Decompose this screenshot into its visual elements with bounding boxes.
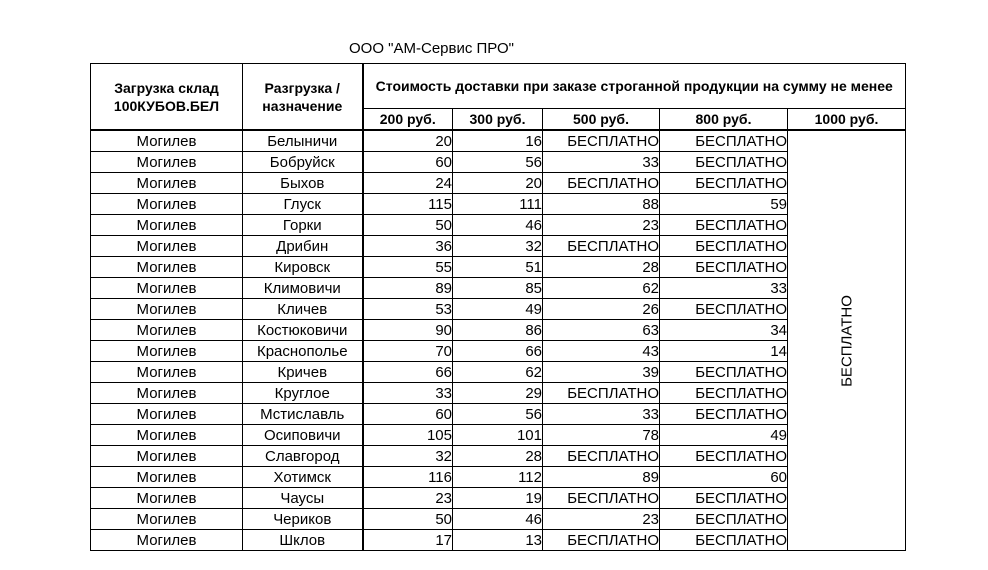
- price-200-cell: 66: [363, 362, 453, 383]
- price-200-cell: 60: [363, 152, 453, 173]
- price-800-cell: БЕСПЛАТНО: [660, 530, 788, 551]
- price-800-cell: БЕСПЛАТНО: [660, 173, 788, 194]
- price-500-cell: 89: [543, 467, 660, 488]
- destination-cell: Шклов: [243, 530, 363, 551]
- table-row: [91, 341, 906, 362]
- price-800-cell: 33: [660, 278, 788, 299]
- table-row: [91, 299, 906, 320]
- load-city-cell: Могилев: [91, 173, 243, 194]
- table-row: [91, 362, 906, 383]
- price-500-cell: 28: [543, 257, 660, 278]
- price-200-cell: 50: [363, 215, 453, 236]
- price-200-cell: 55: [363, 257, 453, 278]
- destination-header: Разгрузка / назначение: [243, 64, 363, 131]
- price-800-cell: 59: [660, 194, 788, 215]
- destination-cell: Климовичи: [243, 278, 363, 299]
- load-city-cell: Могилев: [91, 194, 243, 215]
- price-800-cell: БЕСПЛАТНО: [660, 383, 788, 404]
- free-label: БЕСПЛАТНО: [838, 294, 855, 387]
- price-300-cell: 19: [453, 488, 543, 509]
- tier-header-800: 800 руб.: [660, 109, 788, 131]
- price-800-cell: БЕСПЛАТНО: [660, 257, 788, 278]
- destination-cell: Кричев: [243, 362, 363, 383]
- load-city-cell: Могилев: [91, 362, 243, 383]
- price-800-cell: 14: [660, 341, 788, 362]
- price-200-cell: 50: [363, 509, 453, 530]
- destination-cell: Кличев: [243, 299, 363, 320]
- load-city-cell: Могилев: [91, 509, 243, 530]
- price-200-cell: 116: [363, 467, 453, 488]
- table-row: [91, 215, 906, 236]
- load-city-cell: Могилев: [91, 446, 243, 467]
- price-300-cell: 51: [453, 257, 543, 278]
- price-500-cell: 62: [543, 278, 660, 299]
- destination-cell: Дрибин: [243, 236, 363, 257]
- destination-cell: Костюковичи: [243, 320, 363, 341]
- price-300-cell: 46: [453, 215, 543, 236]
- price-500-cell: 39: [543, 362, 660, 383]
- table-row: [91, 257, 906, 278]
- price-500-cell: БЕСПЛАТНО: [543, 488, 660, 509]
- price-500-cell: 63: [543, 320, 660, 341]
- price-300-cell: 85: [453, 278, 543, 299]
- destination-cell: Краснополье: [243, 341, 363, 362]
- price-300-cell: 86: [453, 320, 543, 341]
- table-row: [91, 446, 906, 467]
- table-row: [91, 130, 906, 152]
- delivery-cost-header: Стоимость доставки при заказе строганной продукции на сумму не менее: [363, 64, 906, 109]
- load-warehouse-header: Загрузка склад 100КУБОВ.БЕЛ: [91, 64, 243, 131]
- price-200-cell: 32: [363, 446, 453, 467]
- price-800-cell: БЕСПЛАТНО: [660, 509, 788, 530]
- destination-cell: Кировск: [243, 257, 363, 278]
- price-800-cell: БЕСПЛАТНО: [660, 130, 788, 152]
- load-city-cell: Могилев: [91, 425, 243, 446]
- price-800-cell: БЕСПЛАТНО: [660, 362, 788, 383]
- price-500-cell: 26: [543, 299, 660, 320]
- price-800-cell: БЕСПЛАТНО: [660, 152, 788, 173]
- load-city-cell: Могилев: [91, 404, 243, 425]
- price-300-cell: 66: [453, 341, 543, 362]
- price-200-cell: 17: [363, 530, 453, 551]
- table-row: [91, 467, 906, 488]
- destination-cell: Горки: [243, 215, 363, 236]
- table-row: [91, 152, 906, 173]
- price-200-cell: 20: [363, 130, 453, 152]
- price-800-cell: 60: [660, 467, 788, 488]
- table-row: [91, 278, 906, 299]
- destination-cell: Белыничи: [243, 130, 363, 152]
- table-row: [91, 488, 906, 509]
- price-300-cell: 29: [453, 383, 543, 404]
- price-500-cell: 33: [543, 404, 660, 425]
- table-row: [91, 404, 906, 425]
- price-300-cell: 28: [453, 446, 543, 467]
- load-city-cell: Могилев: [91, 278, 243, 299]
- price-800-cell: БЕСПЛАТНО: [660, 299, 788, 320]
- load-city-cell: Могилев: [91, 152, 243, 173]
- destination-cell: Круглое: [243, 383, 363, 404]
- load-city-cell: Могилев: [91, 488, 243, 509]
- tier-header-500: 500 руб.: [543, 109, 660, 131]
- price-800-cell: 34: [660, 320, 788, 341]
- load-city-cell: Могилев: [91, 530, 243, 551]
- load-city-cell: Могилев: [91, 299, 243, 320]
- price-300-cell: 112: [453, 467, 543, 488]
- price-300-cell: 101: [453, 425, 543, 446]
- price-500-cell: БЕСПЛАТНО: [543, 530, 660, 551]
- price-500-cell: БЕСПЛАТНО: [543, 173, 660, 194]
- destination-cell: Глуск: [243, 194, 363, 215]
- price-500-cell: 43: [543, 341, 660, 362]
- destination-cell: Славгород: [243, 446, 363, 467]
- price-800-cell: БЕСПЛАТНО: [660, 446, 788, 467]
- price-300-cell: 56: [453, 404, 543, 425]
- table-row: [91, 236, 906, 257]
- price-200-cell: 70: [363, 341, 453, 362]
- price-500-cell: 23: [543, 215, 660, 236]
- price-800-cell: 49: [660, 425, 788, 446]
- tier-header-200: 200 руб.: [363, 109, 453, 131]
- load-city-cell: Могилев: [91, 320, 243, 341]
- delivery-cost-table: [90, 63, 906, 551]
- price-500-cell: БЕСПЛАТНО: [543, 383, 660, 404]
- price-300-cell: 111: [453, 194, 543, 215]
- price-500-cell: БЕСПЛАТНО: [543, 446, 660, 467]
- tier-header-300: 300 руб.: [453, 109, 543, 131]
- price-200-cell: 53: [363, 299, 453, 320]
- table-row: [91, 425, 906, 446]
- price-800-cell: БЕСПЛАТНО: [660, 215, 788, 236]
- price-500-cell: БЕСПЛАТНО: [543, 236, 660, 257]
- price-300-cell: 46: [453, 509, 543, 530]
- destination-cell: Хотимск: [243, 467, 363, 488]
- table-row: [91, 194, 906, 215]
- destination-cell: Быхов: [243, 173, 363, 194]
- load-city-cell: Могилев: [91, 341, 243, 362]
- price-500-cell: БЕСПЛАТНО: [543, 130, 660, 152]
- price-200-cell: 90: [363, 320, 453, 341]
- destination-cell: Бобруйск: [243, 152, 363, 173]
- load-city-cell: Могилев: [91, 215, 243, 236]
- price-500-cell: 33: [543, 152, 660, 173]
- price-200-cell: 24: [363, 173, 453, 194]
- price-200-cell: 36: [363, 236, 453, 257]
- price-1000-free-cell: [788, 130, 906, 551]
- price-800-cell: БЕСПЛАТНО: [660, 488, 788, 509]
- table-row: [91, 530, 906, 551]
- table-row: [91, 509, 906, 530]
- price-800-cell: БЕСПЛАТНО: [660, 236, 788, 257]
- table-row: [91, 383, 906, 404]
- load-city-cell: Могилев: [91, 257, 243, 278]
- price-300-cell: 62: [453, 362, 543, 383]
- price-300-cell: 20: [453, 173, 543, 194]
- header-row: [91, 64, 906, 109]
- price-500-cell: 78: [543, 425, 660, 446]
- destination-cell: Мстиславль: [243, 404, 363, 425]
- load-city-cell: Могилев: [91, 467, 243, 488]
- price-300-cell: 16: [453, 130, 543, 152]
- price-200-cell: 105: [363, 425, 453, 446]
- company-title: ООО "АМ-Сервис ПРО": [349, 40, 514, 57]
- price-200-cell: 23: [363, 488, 453, 509]
- price-300-cell: 32: [453, 236, 543, 257]
- price-500-cell: 88: [543, 194, 660, 215]
- table-row: [91, 173, 906, 194]
- destination-cell: Осиповичи: [243, 425, 363, 446]
- price-200-cell: 60: [363, 404, 453, 425]
- destination-cell: Чаусы: [243, 488, 363, 509]
- price-300-cell: 49: [453, 299, 543, 320]
- price-800-cell: БЕСПЛАТНО: [660, 404, 788, 425]
- price-200-cell: 33: [363, 383, 453, 404]
- tier-header-1000: 1000 руб.: [788, 109, 906, 131]
- load-city-cell: Могилев: [91, 236, 243, 257]
- load-city-cell: Могилев: [91, 383, 243, 404]
- price-200-cell: 89: [363, 278, 453, 299]
- price-200-cell: 115: [363, 194, 453, 215]
- price-500-cell: 23: [543, 509, 660, 530]
- table-row: [91, 320, 906, 341]
- price-300-cell: 56: [453, 152, 543, 173]
- load-city-cell: Могилев: [91, 130, 243, 152]
- destination-cell: Чериков: [243, 509, 363, 530]
- table-body: [91, 130, 906, 551]
- price-300-cell: 13: [453, 530, 543, 551]
